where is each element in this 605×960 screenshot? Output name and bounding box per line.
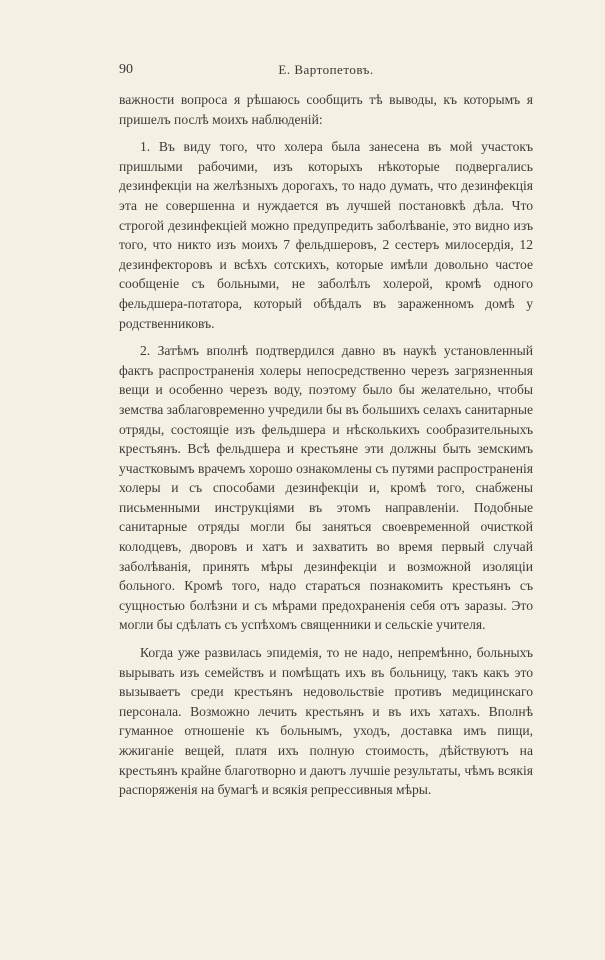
paragraph-point-1: 1. Въ виду того, что холера была занесена въ мой участокъ пришлыми рабочими, изъ которыхъ нѣкоторые подвергались дезинфекціи на желѣзныхъ дорогахъ, то надо думать, что дезинфекція эта не совершенна и нуждается въ лучшей постановкѣ дѣла. Что строгой дезинфекціей можно предупредить заболѣваніе, это видно изъ того, что никто изъ моихъ 7 фельдшеровъ, 2 сестеръ милосердія, 12 дезинфекторовъ и всѣхъ сотскихъ, которые имѣли довольно частое сообщеніе съ больными, не заболѣлъ холерой, кромѣ одного фельдшера-потатора, который обѣдалъ въ зараженномъ домѣ у родственниковъ.	[119, 139, 533, 331]
paragraph-continuation: важности вопроса я рѣшаюсь сообщить тѣ выводы, къ которымъ я пришелъ послѣ моихъ наблюденій:	[119, 92, 533, 127]
paragraph-point-2: 2. Затѣмъ вполнѣ подтвердился давно въ наукѣ установленный фактъ распространенія холеры непосредственно черезъ загрязненныя вещи и особенно черезъ воду, поэтому было бы желательно, чтобы земства заблаговременно учредили бы въ большихъ селахъ санитарные отряды, состоящіе изъ фельдшера и нѣсколькихъ сообразительныхъ крестьянъ. Всѣ фельдшера и крестьяне эти должны быть земскимъ участковымъ врачемъ хорошо ознакомлены съ путями распространенія холеры и съ способами дезинфекціи и, кромѣ того, снабжены письменными инструкціями въ этомъ направленіи. Подобные санитарные отряды могли бы заняться своевременной очисткой колодцевъ, дворовъ и хатъ и захватить во время первый случай заболѣванія, принять мѣры дезинфекціи и возможной изоляціи больного. Кромѣ того, надо стараться познакомить крестьянъ съ сущностью болѣзни и съ мѣрами предохраненія себя отъ заразы. Это могли бы сдѣлать съ успѣхомъ священники и сельскіе учителя.	[119, 343, 533, 633]
page-header	[119, 62, 533, 82]
page-number: 90	[119, 62, 133, 77]
paragraph-epidemic: Когда уже развилась эпидемія, то не надо, непремѣнно, больныхъ вырывать изъ семействъ и помѣщать ихъ въ больницу, такъ какъ это вызываетъ среди крестьянъ недовольствіе противъ медицинскаго персонала. Возможно лечить крестьянъ и въ ихъ хатахъ. Вполнѣ гуманное отношеніе къ больнымъ, уходъ, доставка имъ пищи, жжиганіе вещей, платя ихъ полную стоимость, дѣйствуютъ на крестьянъ крайне благотворно и даютъ лучшіе результаты, чѣмъ всякія распоряженія на бумагѣ и всякія репрессивныя мѣры.	[119, 645, 533, 798]
running-title: Е. Вартопетовъ.	[278, 62, 374, 77]
body-text	[119, 90, 533, 800]
